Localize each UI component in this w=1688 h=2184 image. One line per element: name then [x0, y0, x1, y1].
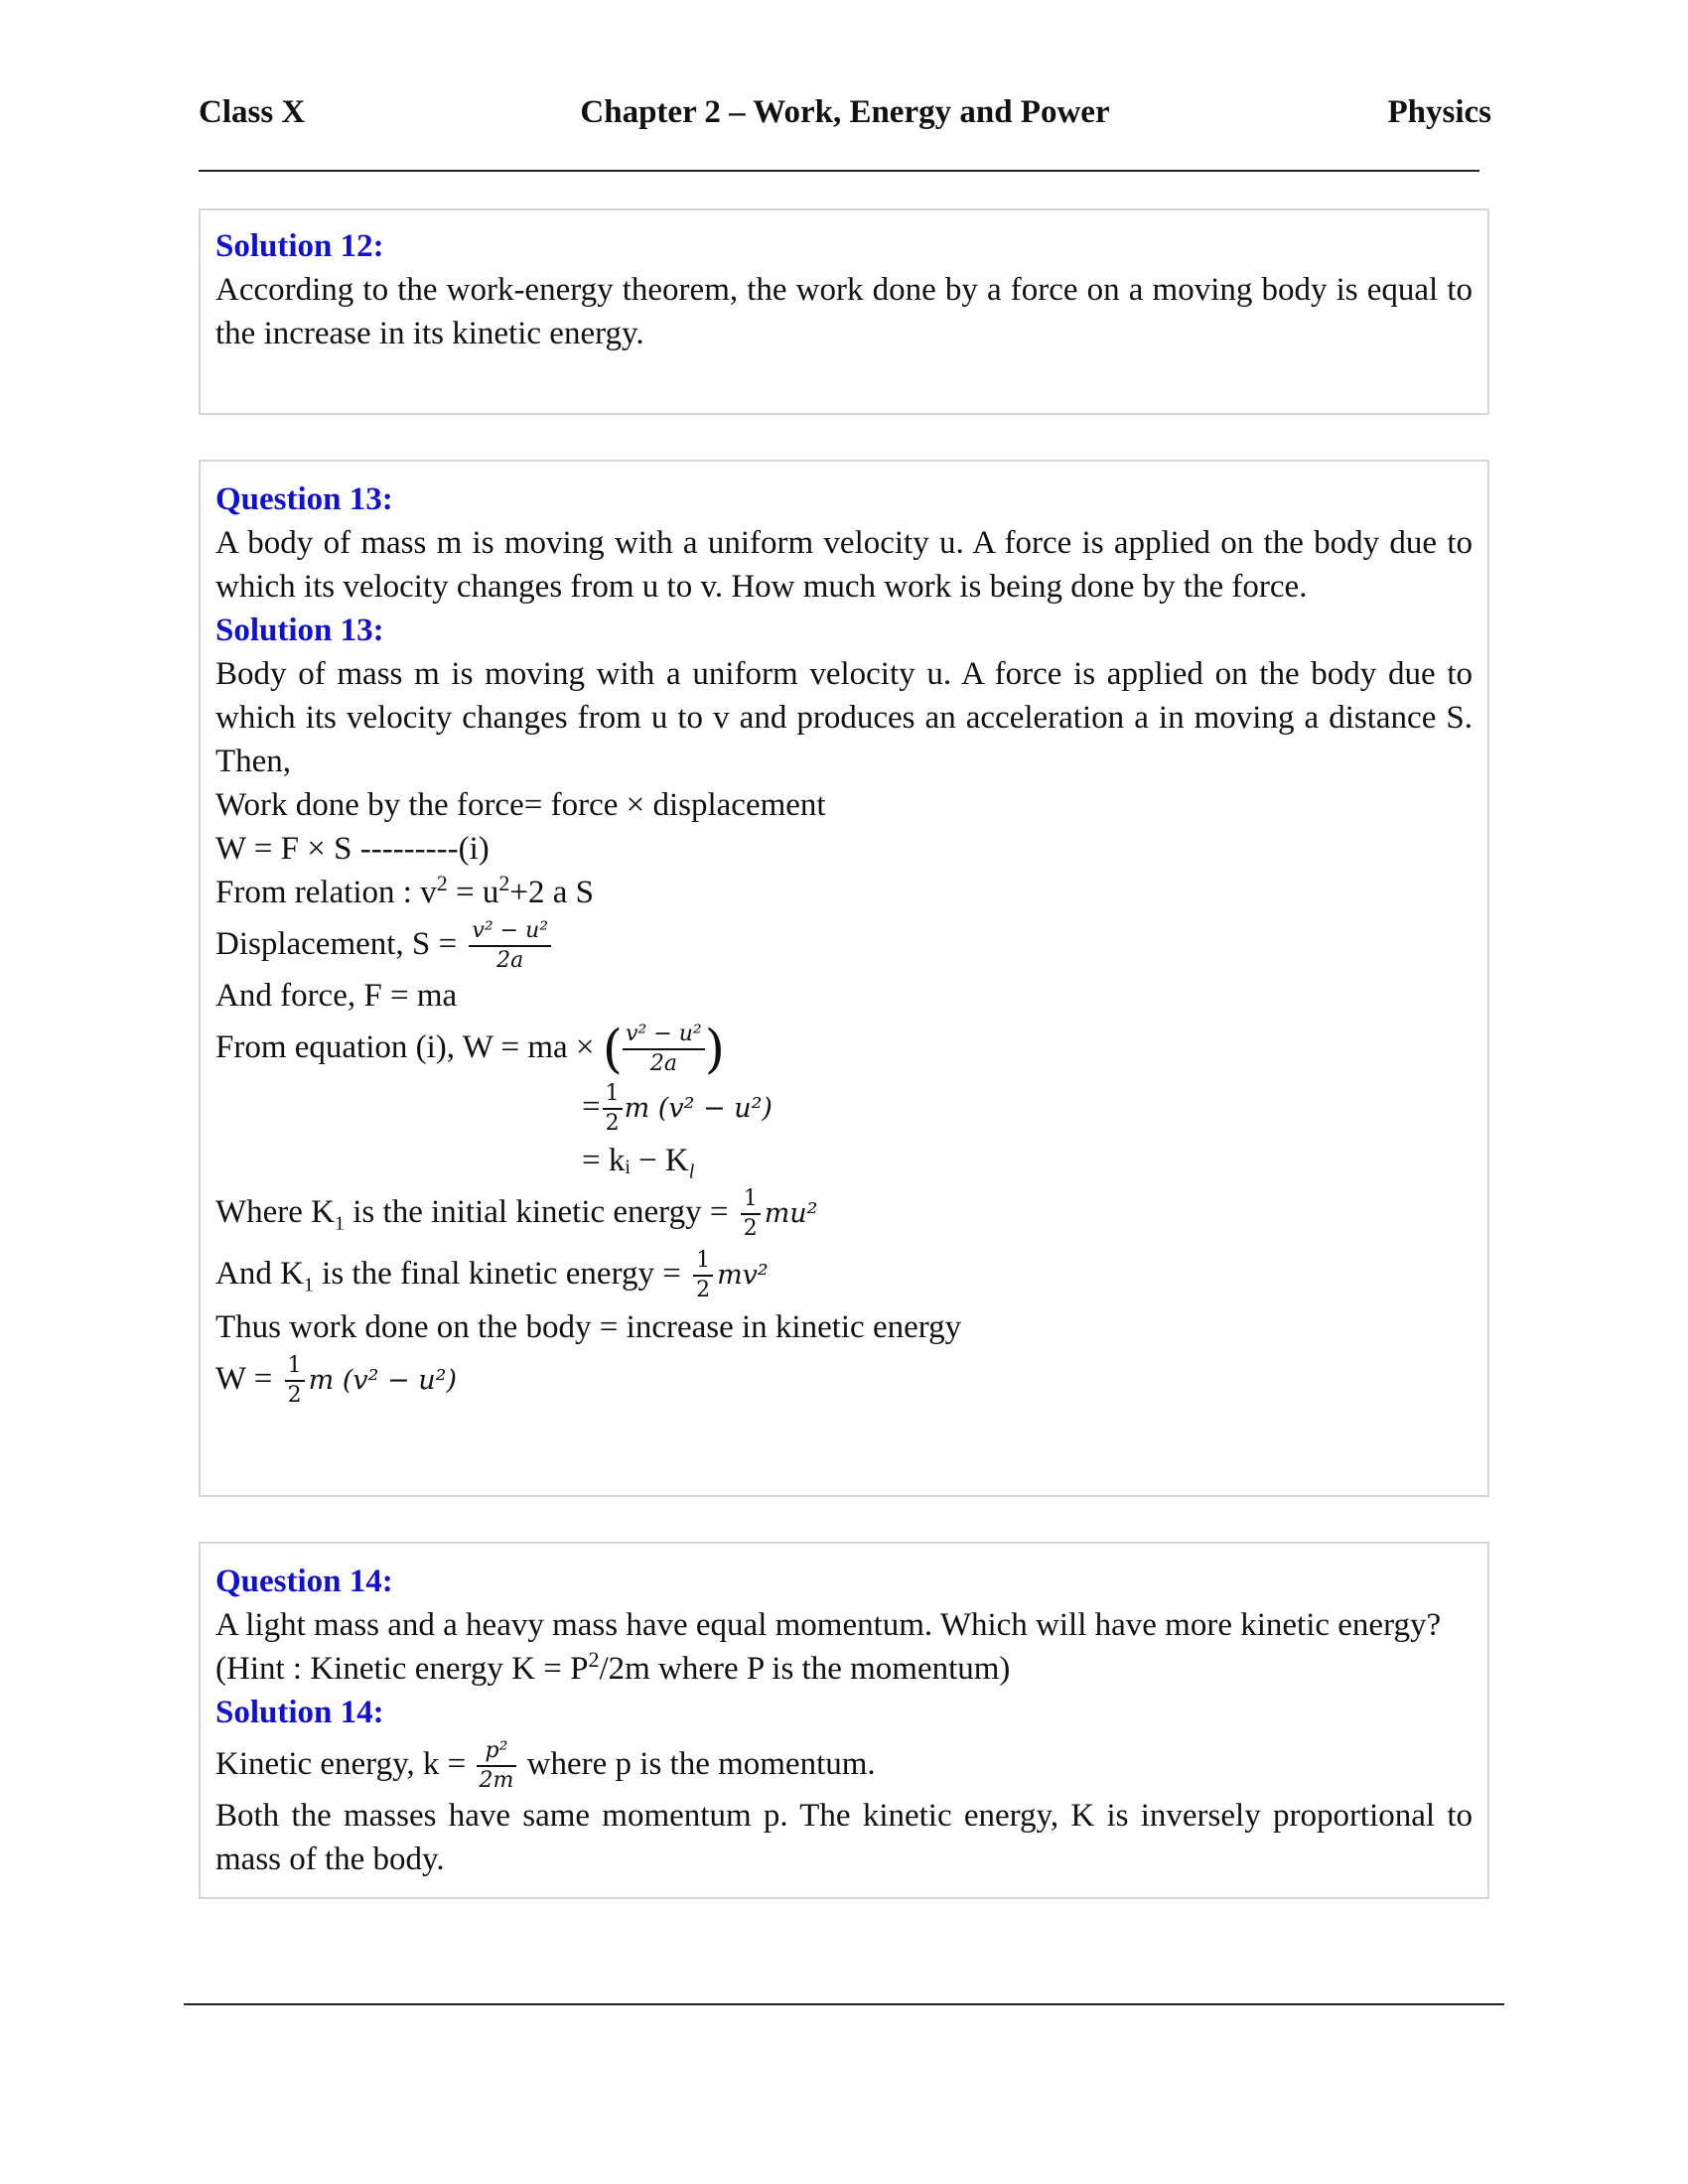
kinetic-energy-line: Kinetic energy, k = $\frac{\text{p²}}{2m}$ where p is the momentum. — [215, 1738, 876, 1794]
question-13-box — [199, 460, 1489, 1497]
solution-13-label: Solution 13: — [215, 613, 384, 648]
solution-14-label: Solution 14: — [215, 1695, 384, 1730]
header-chapter: Chapter 2 – Work, Energy and Power — [580, 94, 1110, 130]
work-substitution-line: From equation (i), W = ma × ( $\frac{\text{v² − u²}}{2a}$ ) — [215, 1020, 726, 1080]
work-done-line: Work done by the force= force × displacement — [215, 787, 826, 823]
solution-12-text: According to the work-energy theorem, the work done by a force on a moving body is equal to the increase in its kinetic energy. — [215, 272, 1473, 351]
header-subject: Physics — [1387, 94, 1491, 130]
footer-rule — [184, 2003, 1504, 2005]
page-header — [199, 94, 1491, 144]
header-rule — [199, 170, 1479, 172]
question-14-hint: (Hint : Kinetic energy $K = P^2/2m$ where P is the momentum) — [215, 1647, 1011, 1687]
question-14-label: Question 14: — [215, 1564, 393, 1599]
question-14-text: A light mass and a heavy mass have equal momentum. Which will have more kinetic energy? — [215, 1607, 1442, 1643]
relation-line: From relation : $v^2 = u^2+2$ a S — [215, 871, 594, 910]
header-class: Class X — [199, 94, 306, 130]
substitution-fraction: $\frac{\text{v² − u²}}{2a}$ — [623, 1024, 705, 1075]
force-line: And force, F = ma — [215, 978, 458, 1014]
final-work-line: W = $\frac{1}{2}$ m (v² − u²) — [215, 1353, 458, 1409]
equation-1: W = F × S ---------(i) — [215, 831, 490, 867]
solution-13-text: Body of mass m is moving with a uniform velocity u. A force is applied on the body due to which its velocity changes from u to v and produces an acceleration a in moving a distance S. Then, — [215, 656, 1473, 779]
solution-12-box — [199, 208, 1489, 415]
solution-14-conclusion: Both the masses have same momentum p. The kinetic energy, K is inversely proportional to mass of the body. — [215, 1798, 1473, 1877]
question-14-box — [199, 1542, 1489, 1899]
work-kinetic-step: = kᵢ − $K_l$ — [582, 1143, 695, 1183]
thus-line: Thus work done on the body = increase in kinetic energy — [215, 1309, 962, 1345]
displacement-fraction: $\frac{\text{v² − u²}}{2a}$ — [469, 920, 551, 972]
displacement-line: Displacement, S = $\frac{\text{v² − u²}}{2a}$ — [215, 914, 1473, 974]
question-13-label: Question 13: — [215, 481, 393, 517]
final-ke-line: And $K_1$ is the final kinetic energy = $\frac{1}{2}$ mv² — [215, 1248, 769, 1303]
solution-12-label: Solution 12: — [215, 228, 384, 264]
initial-ke-line: Where $K_1$ is the initial kinetic energy = $\frac{1}{2}$ mu² — [215, 1186, 818, 1242]
question-13-text: A body of mass m is moving with a uniform velocity u. A force is applied on the body due to which its velocity changes from u to v. How much work is being done by the force. — [215, 525, 1473, 605]
work-half-step: = $\frac{1}{2}$ m (v² − u²) — [582, 1081, 773, 1137]
